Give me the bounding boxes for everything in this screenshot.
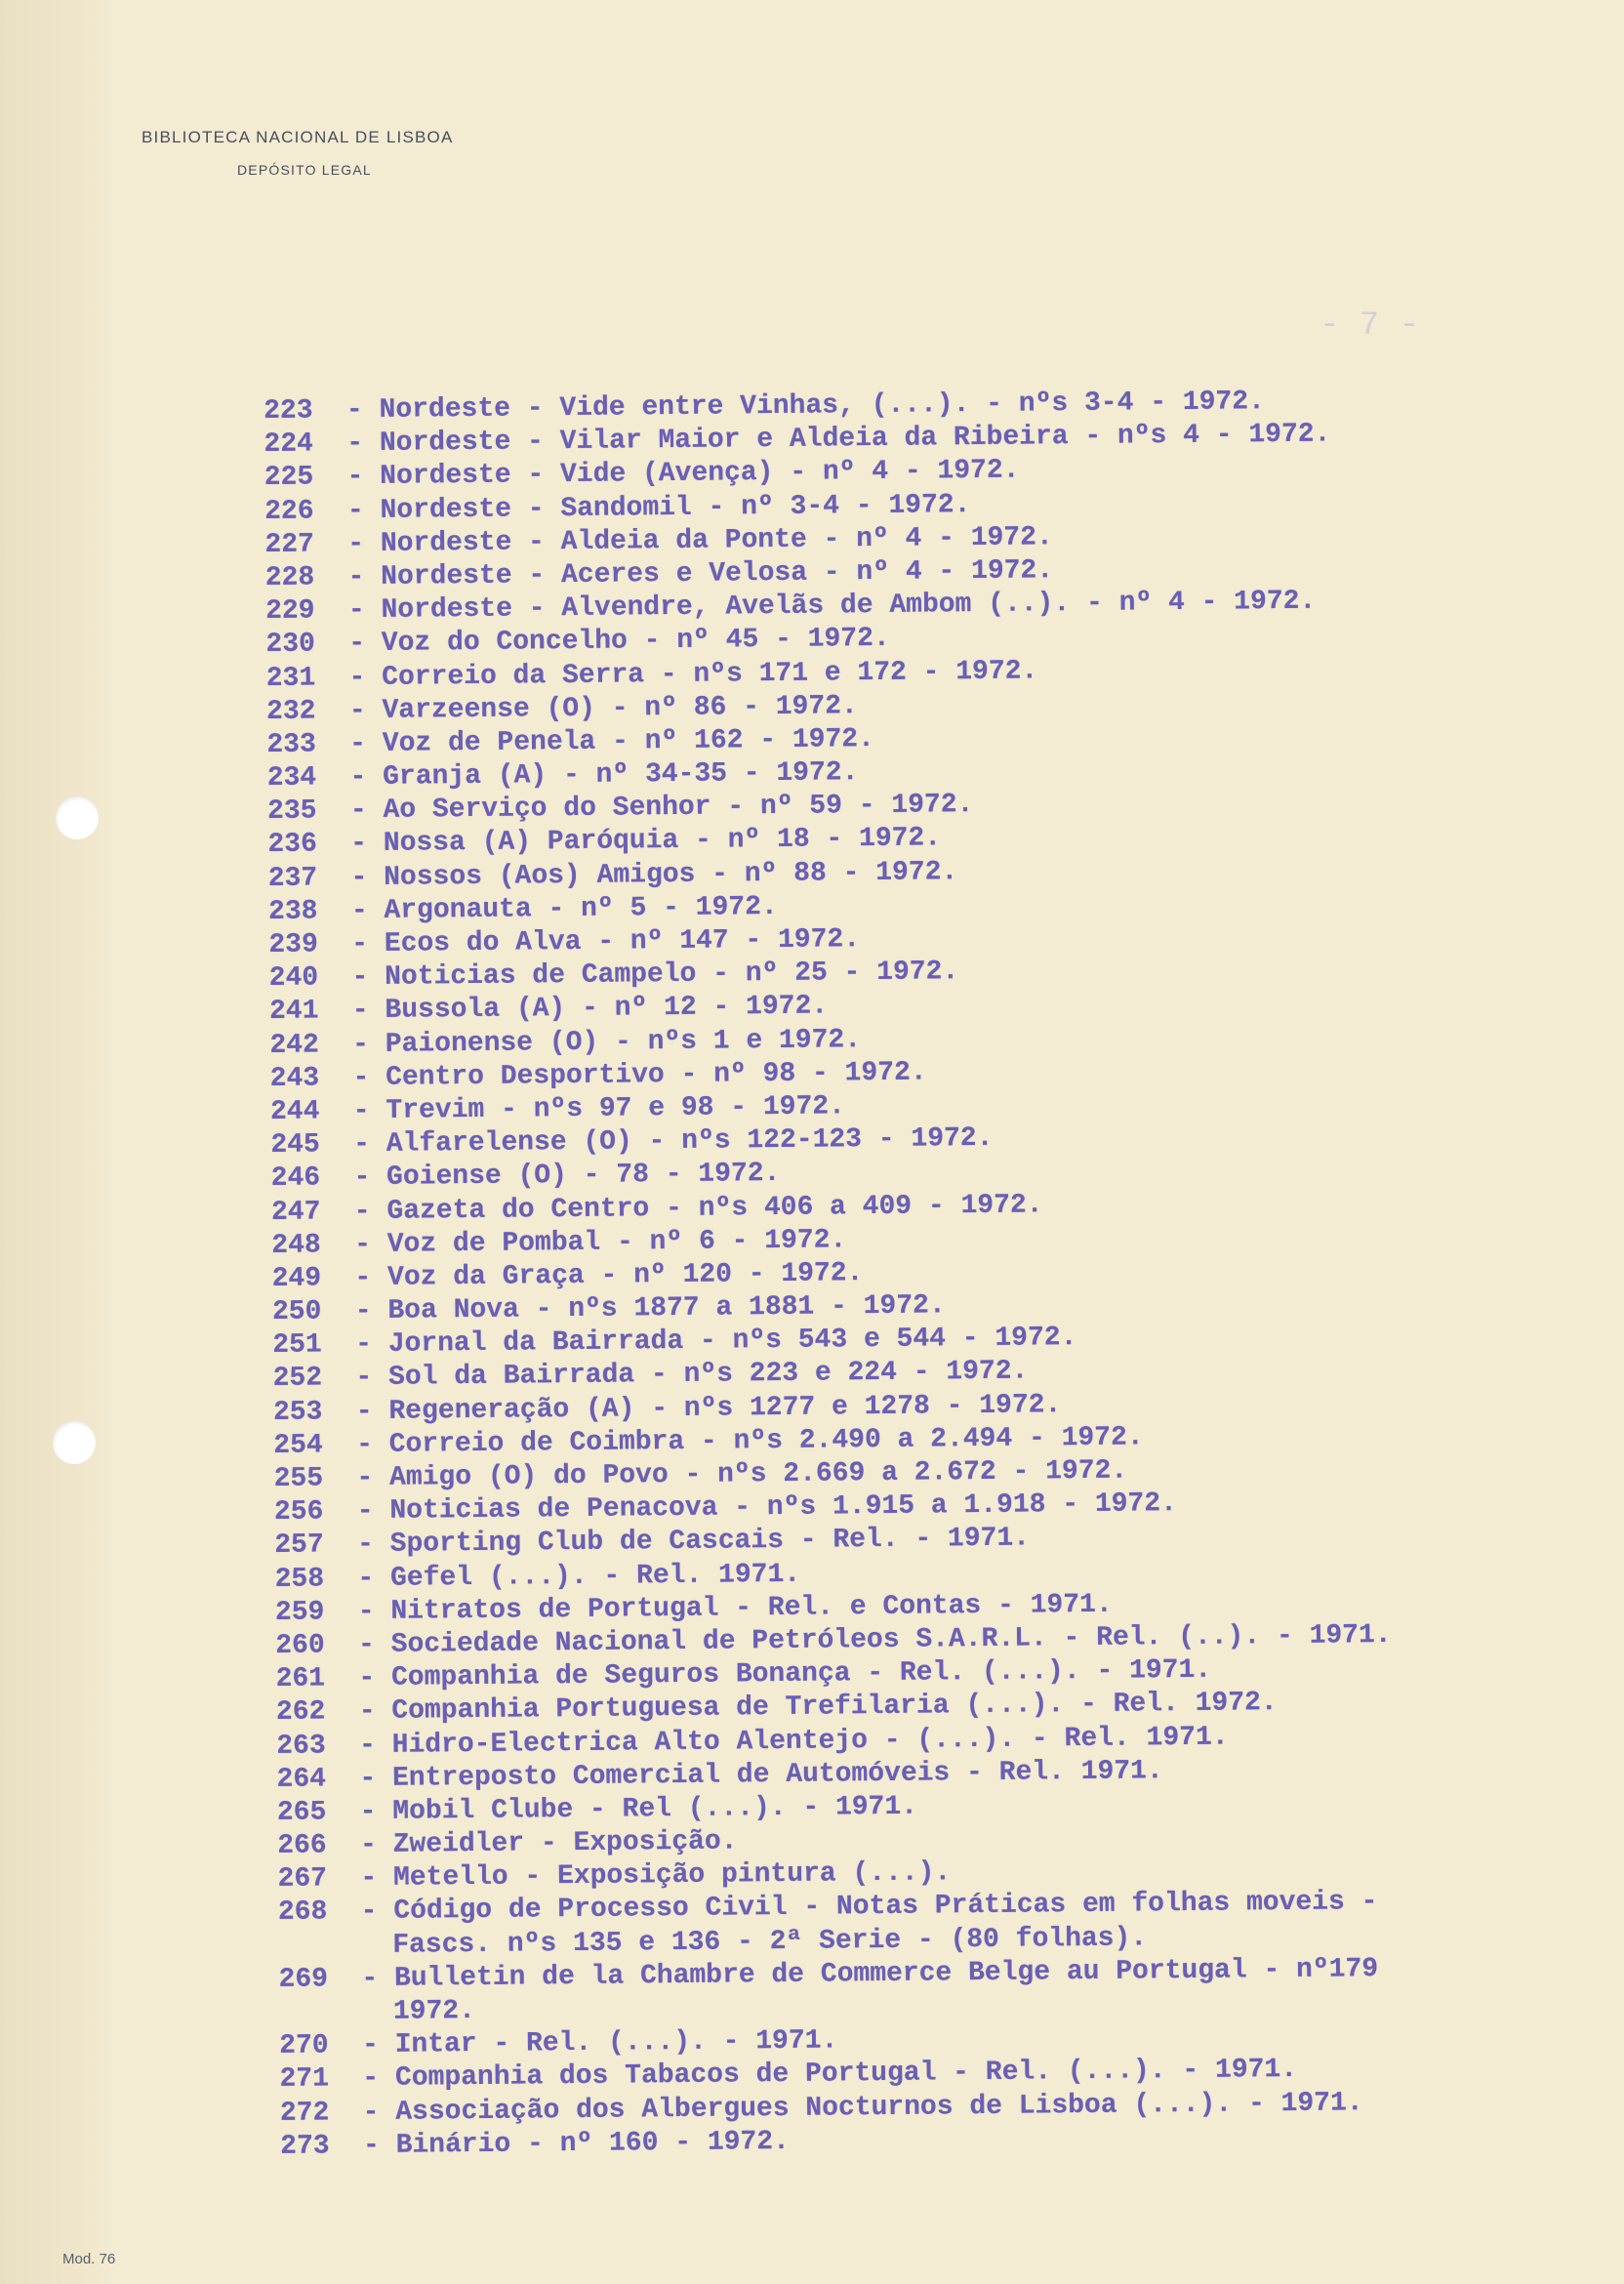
entry-continuation: Fascs. nºs 135 e 136 - 2ª Serie - (80 folhas).	[392, 1923, 1148, 1961]
entry-number: 254	[273, 1430, 323, 1461]
entry-number: 224	[264, 428, 314, 461]
entry-text: Nordeste - Vide (Avença) - nº 4 - 1972.	[380, 455, 1020, 493]
entry-number: 230	[265, 629, 316, 661]
entry-text: Associação dos Albergues Nocturnos de Lisboa (...). - 1971.	[395, 2087, 1363, 2128]
entry-number: 246	[270, 1162, 321, 1195]
entry-text: Intar - Rel. (...). - 1971.	[394, 2025, 838, 2061]
entry-separator: -	[342, 1662, 392, 1694]
entry-separator: -	[332, 662, 383, 693]
entry-text: Gazeta do Centro - nºs 406 a 409 - 1972.	[386, 1189, 1043, 1227]
entry-separator: -	[342, 1629, 391, 1661]
entry-separator: -	[335, 962, 386, 994]
entry-text: Zweidler - Exposição.	[392, 1826, 738, 1860]
entry-number: 235	[266, 795, 317, 828]
entry-separator: -	[339, 1396, 389, 1427]
entry-text: Hidro-Electrica Alto Alentejo - (...). - Rel. 1971.	[391, 1722, 1229, 1761]
entry-separator: -	[336, 1095, 386, 1127]
entry-text: Trevim - nºs 97 e 98 - 1972.	[386, 1091, 846, 1126]
entry-number: 241	[268, 996, 319, 1028]
entry-separator: -	[337, 1128, 386, 1161]
entry-number: 249	[271, 1263, 322, 1294]
entry-text: Bussola (A) - nº 12 - 1972.	[385, 991, 829, 1027]
entry-text: Companhia dos Tabacos de Portugal - Rel. (...). - 1971.	[394, 2055, 1298, 2095]
entry-separator: -	[338, 1229, 387, 1260]
entry-row	[278, 1884, 1616, 1964]
entry-separator: -	[341, 1563, 391, 1594]
entry-number: 242	[269, 1030, 319, 1061]
entry-text: Nordeste - Aldeia da Ponte - nº 4 - 1972.	[380, 521, 1053, 559]
entry-text: Sociedade Nacional de Petróleos S.A.R.L. - Rel. (..). - 1971.	[390, 1619, 1392, 1660]
entry-text: Nordeste - Alvendre, Avelãs de Ambom (..). - nº 4 - 1972.	[381, 586, 1317, 626]
entry-separator: -	[344, 1897, 394, 1928]
entry-text: Nitratos de Portugal - Rel. e Contas - 1971.	[390, 1589, 1113, 1627]
entry-text: Sol da Bairrada - nºs 223 e 224 - 1972.	[387, 1356, 1029, 1394]
entry-text: Correio da Serra - nºs 171 e 172 - 1972.	[382, 655, 1038, 693]
entry-number: 251	[272, 1329, 322, 1362]
entry-separator: -	[338, 1262, 388, 1294]
entry-separator: -	[337, 1162, 387, 1194]
entry-separator: -	[340, 1429, 389, 1461]
entry-number: 257	[274, 1529, 324, 1562]
entry-separator: -	[345, 2063, 396, 2095]
entry-text: Ecos do Alva - nº 147 - 1972.	[384, 924, 861, 959]
entry-text: Nossa (A) Paróquia - nº 18 - 1972.	[383, 823, 942, 860]
entry-number: 253	[272, 1397, 323, 1428]
entry-separator: -	[343, 1796, 393, 1828]
entry-separator: -	[342, 1696, 392, 1728]
entry-text: Jornal da Bairrada - nºs 543 e 544 - 1972.	[387, 1323, 1077, 1361]
entry-separator: -	[332, 695, 383, 727]
entry-text: Noticias de Campelo - nº 25 - 1972.	[385, 957, 959, 994]
entry-number: 240	[268, 962, 319, 995]
entry-text: Código de Processo Civil - Notas Práticas em folhas moveis -	[393, 1887, 1378, 1928]
entry-separator: -	[344, 1829, 393, 1861]
entry-number: 228	[264, 562, 315, 593]
entry-row	[278, 1951, 1616, 2031]
entry-number: 225	[264, 462, 314, 494]
entry-text: Companhia de Seguros Bonança - Rel. (...). - 1971.	[390, 1654, 1212, 1693]
entry-number: 232	[265, 696, 316, 727]
entry-separator: -	[330, 495, 381, 526]
deposit-entries-list	[264, 383, 1617, 2164]
entry-text: Goiense (O) - 78 - 1972.	[386, 1159, 781, 1194]
entry-number: 247	[270, 1196, 321, 1228]
entry-number: 252	[272, 1363, 323, 1395]
entry-number: 265	[276, 1797, 327, 1828]
entry-number: 244	[269, 1096, 320, 1127]
entry-number: 271	[279, 2063, 330, 2096]
entry-text: Noticias de Penacova - nºs 1.915 a 1.918 - 1972.	[389, 1489, 1178, 1527]
entry-number: 273	[280, 2131, 330, 2162]
entry-number: 259	[274, 1597, 325, 1628]
entry-separator: -	[330, 428, 381, 460]
library-header: BIBLIOTECA NACIONAL DE LISBOA	[142, 128, 454, 146]
entry-separator: -	[343, 1763, 393, 1794]
entry-separator: -	[345, 2097, 396, 2128]
entry-separator: -	[339, 1363, 389, 1394]
entry-number: 226	[264, 496, 314, 527]
entry-text: Binário - nº 160 - 1972.	[395, 2126, 791, 2161]
entry-separator: -	[338, 1295, 388, 1327]
entry-separator: -	[335, 996, 386, 1027]
entry-separator: -	[336, 1029, 386, 1060]
page-binding-margin	[0, 0, 115, 2284]
entry-text: Correio de Coimbra - nºs 2.490 a 2.494 - 1972.	[388, 1422, 1144, 1460]
entry-number: 223	[264, 395, 313, 427]
entry-text: Metello - Exposição pintura (...).	[392, 1857, 952, 1895]
entry-separator: -	[332, 629, 383, 660]
entry-separator: -	[337, 1196, 387, 1227]
entry-separator: -	[335, 928, 385, 960]
page-number: - 7 -	[1320, 307, 1420, 345]
entry-separator: -	[341, 1529, 390, 1561]
entry-text: Sporting Club de Cascais - Rel. - 1971.	[389, 1523, 1031, 1561]
entry-number: 239	[268, 929, 318, 960]
entry-number: 256	[273, 1496, 324, 1529]
entry-separator: -	[333, 728, 384, 760]
entry-number: 233	[266, 729, 317, 760]
entry-number: 268	[277, 1897, 328, 1929]
entry-text: Nordeste - Vilar Maior e Aldeia da Ribeira - nºs 4 - 1972.	[379, 419, 1331, 460]
entry-number: 264	[276, 1764, 327, 1795]
entry-continuation: 1972.	[392, 1996, 476, 2027]
entry-number: 250	[271, 1296, 322, 1328]
entry-number: 258	[274, 1564, 325, 1595]
entry-text: Varzeense (O) - nº 86 - 1972.	[382, 690, 858, 726]
punch-hole-lower	[53, 1421, 96, 1464]
entry-number: 236	[267, 829, 317, 861]
entry-number: 270	[279, 2030, 329, 2062]
entry-text: Boa Nova - nºs 1877 a 1881 - 1972.	[387, 1290, 946, 1326]
entry-separator: -	[331, 561, 382, 593]
entry-text: Centro Desportivo - nº 98 - 1972.	[385, 1057, 927, 1093]
form-code: Mod. 76	[62, 2251, 116, 2267]
entry-text: Mobil Clube - Rel (...). - 1971.	[392, 1791, 918, 1827]
entry-text: Voz de Pombal - nº 6 - 1972.	[386, 1224, 847, 1260]
entry-text: Nordeste - Aceres e Velosa - nº 4 - 1972.	[381, 555, 1054, 592]
entry-number: 255	[273, 1463, 324, 1494]
entry-number: 243	[269, 1063, 320, 1094]
entry-number: 234	[266, 762, 317, 795]
entry-separator: -	[346, 2130, 396, 2162]
entry-text: Amigo (O) do Povo - nºs 2.669 a 2.672 - 1972.	[388, 1455, 1128, 1493]
entry-number: 263	[276, 1730, 326, 1762]
entry-separator: -	[334, 862, 385, 893]
entry-separator: -	[336, 1062, 386, 1094]
entry-text: Nossos (Aos) Amigos - nº 88 - 1972.	[384, 856, 958, 893]
punch-hole-upper	[56, 796, 99, 839]
entry-separator: -	[331, 528, 382, 560]
entry-text: Companhia Portuguesa de Trefilaria (...). - Rel. 1972.	[391, 1688, 1278, 1728]
entry-separator: -	[345, 2030, 395, 2061]
entry-separator: -	[343, 1730, 392, 1761]
entry-separator: -	[334, 829, 384, 860]
entry-text: Nordeste - Vide entre Vinhas, (...). - nºs 3-4 - 1972.	[379, 387, 1266, 426]
entry-number: 227	[264, 529, 315, 560]
legal-deposit-subheader: DEPÓSITO LEGAL	[237, 162, 372, 178]
entry-text: Gefel (...). - Rel. 1971.	[389, 1559, 801, 1594]
entry-text: Regeneração (A) - nºs 1277 e 1278 - 1972.	[388, 1389, 1062, 1427]
entry-separator: -	[330, 394, 380, 427]
entry-separator: -	[339, 1329, 388, 1361]
entry-text: Alfarelense (O) - nºs 122-123 - 1972.	[386, 1122, 994, 1160]
entry-number: 267	[277, 1863, 328, 1896]
entry-number: 237	[267, 863, 318, 894]
entry-number: 266	[277, 1830, 327, 1861]
entry-text: Nordeste - Sandomil - nº 3-4 - 1972.	[380, 489, 971, 526]
entry-separator: -	[334, 895, 385, 927]
entry-separator: -	[341, 1596, 391, 1628]
entry-number: 229	[264, 595, 315, 628]
entry-separator: -	[340, 1495, 390, 1528]
entry-text: Voz da Graça - nº 120 - 1972.	[386, 1258, 864, 1293]
entry-number: 262	[275, 1696, 326, 1729]
entry-text: Bulletin de la Chambre de Commerce Belge au Portugal - nº179	[393, 1953, 1379, 1994]
entry-separator: -	[340, 1462, 390, 1494]
entry-text: Voz do Concelho - nº 45 - 1972.	[381, 624, 890, 660]
entry-text: Entreposto Comercial de Automóveis - Rel. 1971.	[391, 1755, 1163, 1794]
entry-separator: -	[345, 1963, 395, 1995]
entry-number: 269	[278, 1964, 329, 1995]
entry-number: 248	[271, 1230, 321, 1261]
entry-number: 231	[265, 663, 316, 694]
entry-number: 238	[267, 896, 318, 927]
entry-separator: -	[331, 594, 382, 627]
entry-text: Ao Serviço do Senhor - nº 59 - 1972.	[383, 790, 974, 827]
entry-text: Granja (A) - nº 34-35 - 1972.	[383, 757, 859, 793]
entry-text: Voz de Penela - nº 162 - 1972.	[382, 723, 875, 759]
entry-number: 260	[275, 1630, 325, 1661]
entry-separator: -	[344, 1863, 394, 1895]
entry-separator: -	[333, 795, 384, 827]
entry-separator: -	[333, 761, 384, 794]
entry-number: 245	[270, 1129, 320, 1162]
entry-text: Paionense (O) - nºs 1 e 1972.	[385, 1024, 862, 1060]
entry-text: Argonauta - nº 5 - 1972.	[384, 891, 778, 926]
entry-separator: -	[330, 462, 381, 493]
entry-number: 261	[275, 1663, 326, 1695]
entry-number: 272	[279, 2098, 330, 2129]
